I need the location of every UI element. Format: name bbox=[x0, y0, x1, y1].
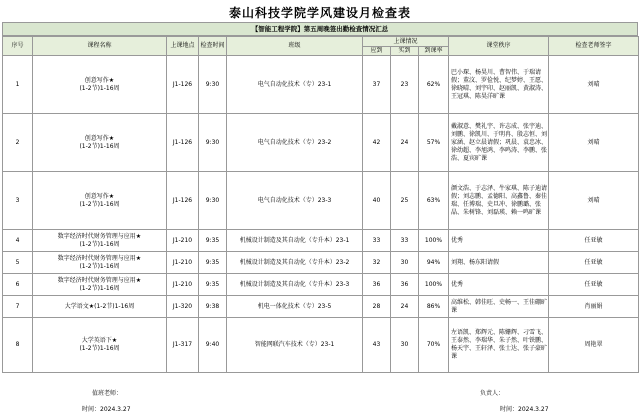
cell-should: 36 bbox=[363, 274, 391, 296]
cell-discipline: 刘翔、杨东阳请假 bbox=[449, 252, 549, 274]
cell-seq: 6 bbox=[3, 274, 33, 296]
cell-rate: 94% bbox=[419, 252, 449, 274]
cell-actual: 24 bbox=[391, 296, 419, 318]
cell-discipline: 优秀 bbox=[449, 230, 549, 252]
header-check-time: 检查时间 bbox=[199, 37, 227, 56]
cell-checker: 刘晴 bbox=[549, 172, 639, 230]
cell-actual: 36 bbox=[391, 274, 419, 296]
footer bbox=[2, 374, 638, 412]
cell-checker: 刘晴 bbox=[549, 56, 639, 114]
cell-location: J1-317 bbox=[167, 318, 199, 373]
cell-actual: 33 bbox=[391, 230, 419, 252]
cell-location: J1-320 bbox=[167, 296, 199, 318]
cell-discipline: 高维松、韩佳旺、史畅一、王佳硼旷课 bbox=[449, 296, 549, 318]
cell-course: 创意写作★ (1-2节)1-16周 bbox=[33, 114, 167, 172]
cell-check-time: 9:30 bbox=[199, 114, 227, 172]
cell-check-time: 9:30 bbox=[199, 56, 227, 114]
header-rate: 到课率 bbox=[419, 47, 449, 56]
cell-actual: 23 bbox=[391, 56, 419, 114]
cell-seq: 1 bbox=[3, 56, 33, 114]
cell-class: 机械设计制造及其自动化（专升本）23-2 bbox=[227, 252, 363, 274]
cell-should: 42 bbox=[363, 114, 391, 172]
cell-check-time: 9:35 bbox=[199, 274, 227, 296]
cell-actual: 30 bbox=[391, 252, 419, 274]
table-row bbox=[3, 274, 639, 296]
attendance-table bbox=[2, 36, 639, 373]
cell-class: 机械设计制造及其自动化（专升本）23-1 bbox=[227, 230, 363, 252]
cell-location: J1-126 bbox=[167, 172, 199, 230]
cell-actual: 30 bbox=[391, 318, 419, 373]
date-left: 时间：2024.3.27 bbox=[82, 406, 131, 413]
table-row bbox=[3, 318, 639, 373]
cell-location: J1-210 bbox=[167, 230, 199, 252]
duty-teacher-label: 值班老师： bbox=[92, 390, 123, 397]
cell-checker: 任亚敏 bbox=[549, 230, 639, 252]
header-class: 班级 bbox=[227, 37, 363, 56]
cell-location: J1-210 bbox=[167, 252, 199, 274]
cell-checker: 刘晴 bbox=[549, 114, 639, 172]
cell-seq: 7 bbox=[3, 296, 33, 318]
cell-class: 电气自动化技术（专）23-1 bbox=[227, 56, 363, 114]
cell-checker: 任亚敏 bbox=[549, 274, 639, 296]
cell-location: J1-126 bbox=[167, 56, 199, 114]
cell-course: 数字经济时代财务管理与应用★ (1-2节)1-16周 bbox=[33, 230, 167, 252]
cell-should: 33 bbox=[363, 230, 391, 252]
cell-rate: 63% bbox=[419, 172, 449, 230]
cell-check-time: 9:35 bbox=[199, 252, 227, 274]
cell-rate: 62% bbox=[419, 56, 449, 114]
table-row bbox=[3, 296, 639, 318]
page-title: 泰山科技学院学风建设月检查表 bbox=[228, 6, 411, 20]
cell-actual: 25 bbox=[391, 172, 419, 230]
cell-should: 28 bbox=[363, 296, 391, 318]
cell-course: 创意写作★ (1-2节)1-16周 bbox=[33, 172, 167, 230]
date-right: 时间：2024.3.27 bbox=[500, 406, 549, 413]
cell-class: 智能网联汽车技术（专）23-1 bbox=[227, 318, 363, 373]
cell-class: 机械设计制造及其自动化（专升本）23-3 bbox=[227, 274, 363, 296]
cell-should: 37 bbox=[363, 56, 391, 114]
cell-seq: 5 bbox=[3, 252, 33, 274]
cell-seq: 2 bbox=[3, 114, 33, 172]
cell-course: 创意写作★ (1-2节)1-16周 bbox=[33, 56, 167, 114]
header-location: 上课地点 bbox=[167, 37, 199, 56]
header-checker: 检查老师签字 bbox=[549, 37, 639, 56]
cell-rate: 100% bbox=[419, 230, 449, 252]
cell-should: 40 bbox=[363, 172, 391, 230]
cell-check-time: 9:40 bbox=[199, 318, 227, 373]
table-row bbox=[3, 56, 639, 114]
table-row bbox=[3, 252, 639, 274]
cell-course: 大学英语下★ (1-2节)1-16周 bbox=[33, 318, 167, 373]
cell-class: 电气自动化技术（专）23-3 bbox=[227, 172, 363, 230]
header-should: 应到 bbox=[363, 47, 391, 56]
header-discipline: 课堂秩序 bbox=[449, 37, 549, 56]
cell-rate: 57% bbox=[419, 114, 449, 172]
header-seq: 序号 bbox=[3, 37, 33, 56]
table-row bbox=[3, 114, 639, 172]
cell-actual: 24 bbox=[391, 114, 419, 172]
cell-seq: 8 bbox=[3, 318, 33, 373]
cell-checker: 肖丽娟 bbox=[549, 296, 639, 318]
cell-location: J1-126 bbox=[167, 114, 199, 172]
cell-course: 大学语文★(1-2节)1-16周 bbox=[33, 296, 167, 318]
header-attendance: 上课情况 bbox=[363, 37, 449, 47]
cell-should: 43 bbox=[363, 318, 391, 373]
page-subtitle: 【智能工程学院】第五周晚签出勤检查情况汇总 bbox=[2, 22, 638, 36]
cell-class: 机电一体化技术（专）23-5 bbox=[227, 296, 363, 318]
cell-checker: 周艳翠 bbox=[549, 318, 639, 373]
table-row bbox=[3, 230, 639, 252]
cell-discipline: 优秀 bbox=[449, 274, 549, 296]
cell-discipline: 左语凯、郑辉元、陈姗辉、刁雪飞、王泰然、李瑞华、朱子然、叶铁鹏、杨天宇、王轩泽、张士达、张子豪旷课 bbox=[449, 318, 549, 373]
cell-course: 数字经济时代财务管理与应用★ (1-2节)1-16周 bbox=[33, 274, 167, 296]
cell-rate: 100% bbox=[419, 274, 449, 296]
cell-seq: 4 bbox=[3, 230, 33, 252]
cell-rate: 86% bbox=[419, 296, 449, 318]
cell-seq: 3 bbox=[3, 172, 33, 230]
header-actual: 实到 bbox=[391, 47, 419, 56]
cell-checker: 任亚敏 bbox=[549, 252, 639, 274]
cell-should: 32 bbox=[363, 252, 391, 274]
cell-check-time: 9:38 bbox=[199, 296, 227, 318]
header-course: 课程名称 bbox=[33, 37, 167, 56]
cell-check-time: 9:30 bbox=[199, 172, 227, 230]
cell-class: 电气自动化技术（专）23-2 bbox=[227, 114, 363, 172]
cell-location: J1-210 bbox=[167, 274, 199, 296]
cell-rate: 70% bbox=[419, 318, 449, 373]
leader-label: 负责人： bbox=[480, 390, 505, 397]
cell-discipline: 巴小琛、杨昊川、曹智伟、于瑞请假；董汶、罗俭悦、纪梦婷、王愿、徐晓晴、刘宇印、赵丽凯、黄淑涛、王冠琪、陈昊洋旷课 bbox=[449, 56, 549, 114]
cell-discipline: 戴淑意、樊礼宇、许志成、张宇迪、刘鹏、徐凯川、于明冉、殷志恒、刘家涵、赵立晨请假；巩晨、袁忠冰、徐幼超、李旭鸿、李鸣涛、李鹏、张浩、夏宾旷课 bbox=[449, 114, 549, 172]
cell-course: 数字经济时代财务管理与应用★ (1-2节)1-16周 bbox=[33, 252, 167, 274]
cell-check-time: 9:35 bbox=[199, 230, 227, 252]
cell-discipline: 颜文浩、于志泽、牛家琪、陈子迪请假；刘志鹏、孟德阳、高鑫鲁、秦佳瑞、任博瑞、史旦冲、徐鹏璐、张晶、朱树锋、刘磊瑛、赖一鸣旷课 bbox=[449, 172, 549, 230]
table-row bbox=[3, 172, 639, 230]
